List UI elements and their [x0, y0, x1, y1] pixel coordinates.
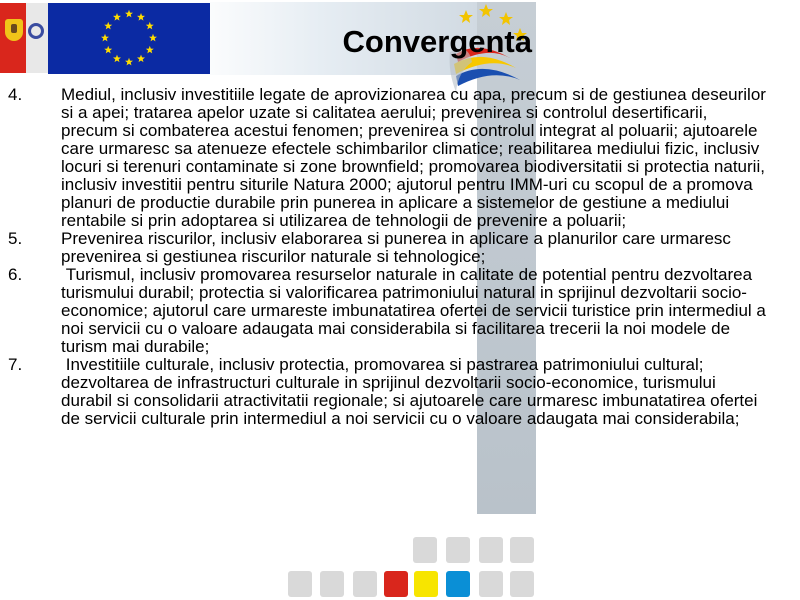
decor-square	[479, 571, 503, 597]
list-item-number: 4.	[8, 85, 23, 104]
list-item-number: 7.	[8, 355, 23, 374]
decor-square	[288, 571, 312, 597]
decor-square	[510, 537, 534, 563]
decor-square-blue	[446, 571, 470, 597]
list-item-text: Turismul, inclusiv promovarea resurselor naturale in calitate de potential pentru dezvoltarea turismului durabil; protectia si valorificarea patrimoniului natural in sprijinul dezvoltarii socio-economice; ajutorul care urmareste imbunatatirea ofertei de servicii turistice prin intermediul a noi servicii cu o valoare adaugata mai considerabila si facilitarea trecerii la noi modele de turism mai durabile;	[61, 265, 771, 356]
decor-square	[510, 571, 534, 597]
list-item-number: 6.	[8, 265, 23, 284]
decor-square	[320, 571, 344, 597]
list-item-text: Mediul, inclusiv investitiile legate de aprovizionarea cu apa, precum si de gestiunea deseurilor si a apei; tratarea apelor uzate si calitatea aerului; prevenirea si controlul desertificarii, precum si combaterea acestui fenomen; prevenirea si controlul integrat al poluarii; ajutoarele care urmaresc sa atenueze efectele schimbarilor climatice; reabilitarea mediului fizic, inclusiv locuri si terenuri contaminate si zone brownfield; promovarea biodiversitatii si protectia naturii, inclusiv investitii pentru siturile Natura 2000; ajutorul pentru IMM-uri cu scopul de a promova planuri de productie durabile prin punerea in aplicare a sistemelor de gestiune a mediului rentabile si prin adoptarea si utilizarea de tehnologii de prevenire a poluarii;	[61, 85, 766, 230]
decor-square	[479, 537, 503, 563]
decor-square	[353, 571, 377, 597]
slide-title: Convergenta	[342, 24, 532, 59]
decor-square	[413, 537, 437, 563]
decor-square	[446, 537, 470, 563]
list-item-text: Investitiile culturale, inclusiv protectia, promovarea si pastrarea patrimoniului cultural; dezvoltarea de infrastructuri culturale in sprijinul dezvoltarii socio-economice, turismului durabil si consolidarii atractivitatii regionale; si ajutoarele care urmaresc imbunatatirea ofertei de servicii culturale prin intermediul a noi servicii cu o valoare adaugata mai considerabila;	[61, 355, 763, 428]
list-item-number: 5.	[8, 229, 23, 248]
decor-square-red	[384, 571, 408, 597]
list-item-text: Prevenirea riscurilor, inclusiv elaborarea si punerea in aplicare a planurilor care urmaresc prevenirea si gestiunea riscurilor naturale si tehnologice;	[61, 229, 731, 266]
decor-square-yellow	[414, 571, 438, 597]
